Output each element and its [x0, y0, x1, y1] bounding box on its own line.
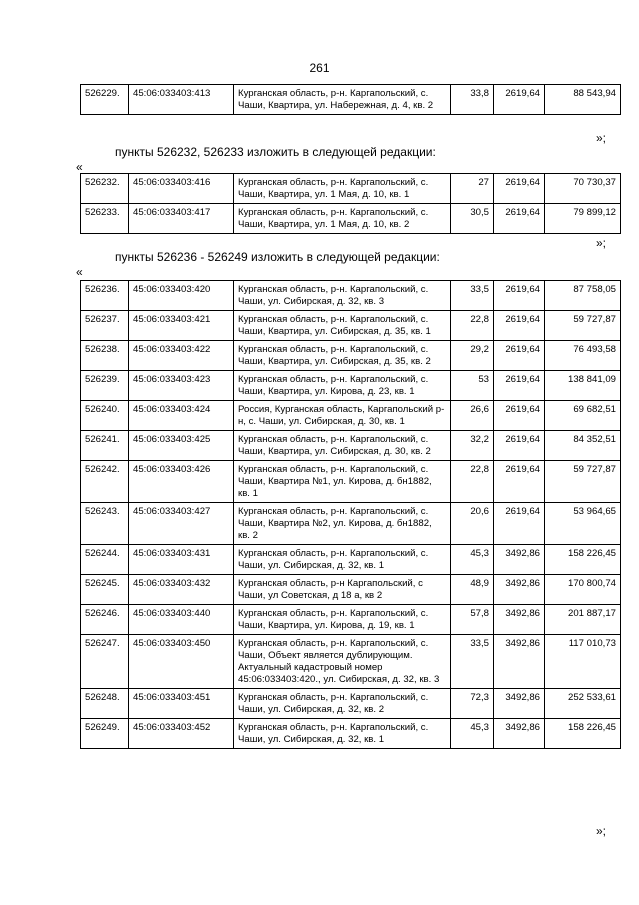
price-per-unit-cell: 2619,64 — [494, 174, 545, 204]
cadastral-number-cell: 45:06:033403:426 — [129, 461, 234, 503]
address-cell: Россия, Курганская область, Каргапольский р-н, с. Чаши, ул. Сибирская, д. 30, кв. 1 — [234, 401, 451, 431]
address-cell: Курганская область, р-н. Каргапольский, с. Чаши, Квартира №2, ул. Кирова, д. бн1882, кв. 2 — [234, 503, 451, 545]
row-number-cell: 526236. — [81, 281, 129, 311]
area-cell: 33,5 — [451, 635, 494, 689]
row-number-cell: 526237. — [81, 311, 129, 341]
area-cell: 48,9 — [451, 575, 494, 605]
table-row — [81, 431, 621, 461]
address-cell: Курганская область, р-н. Каргапольский, с. Чаши, ул. Сибирская, д. 32, кв. 3 — [234, 281, 451, 311]
registry-table — [80, 280, 621, 749]
address-cell: Курганская область, р-н. Каргапольский, с. Чаши, Квартира №1, ул. Кирова, д. бн1882, кв. 1 — [234, 461, 451, 503]
cadastral-number-cell: 45:06:033403:420 — [129, 281, 234, 311]
area-cell: 53 — [451, 371, 494, 401]
table-row — [81, 341, 621, 371]
cadastral-number-cell: 45:06:033403:427 — [129, 503, 234, 545]
cadastral-cost-cell: 59 727,87 — [545, 461, 621, 503]
address-cell: Курганская область, р-н. Каргапольский, с. Чаши, Объект является дублирующим. Актуальный кадастровый номер 45:06:033403:420., ул. Сибирская, д. 32, кв. 3 — [234, 635, 451, 689]
cadastral-number-cell: 45:06:033403:451 — [129, 689, 234, 719]
price-per-unit-cell: 3492,86 — [494, 719, 545, 749]
cadastral-number-cell: 45:06:033403:450 — [129, 635, 234, 689]
table-row — [81, 401, 621, 431]
row-number-cell: 526242. — [81, 461, 129, 503]
cadastral-cost-cell: 158 226,45 — [545, 719, 621, 749]
row-number-cell: 526233. — [81, 204, 129, 234]
row-number-cell: 526247. — [81, 635, 129, 689]
row-number-cell: 526232. — [81, 174, 129, 204]
row-number-cell: 526248. — [81, 689, 129, 719]
address-cell: Курганская область, р-н. Каргапольский, с. Чаши, Квартира, ул. Кирова, д. 19, кв. 1 — [234, 605, 451, 635]
address-cell: Курганская область, р-н. Каргапольский, с. Чаши, Квартира, ул. Сибирская, д. 35, кв. 2 — [234, 341, 451, 371]
cadastral-cost-cell: 87 758,05 — [545, 281, 621, 311]
cadastral-number-cell: 45:06:033403:423 — [129, 371, 234, 401]
cadastral-number-cell: 45:06:033403:424 — [129, 401, 234, 431]
table-row — [81, 311, 621, 341]
opening-quote: « — [76, 160, 83, 174]
cadastral-cost-cell: 158 226,45 — [545, 545, 621, 575]
cadastral-number-cell: 45:06:033403:422 — [129, 341, 234, 371]
price-per-unit-cell: 3492,86 — [494, 605, 545, 635]
cadastral-number-cell: 45:06:033403:413 — [129, 85, 234, 115]
price-per-unit-cell: 3492,86 — [494, 575, 545, 605]
area-cell: 30,5 — [451, 204, 494, 234]
cadastral-cost-cell: 117 010,73 — [545, 635, 621, 689]
row-number-cell: 526246. — [81, 605, 129, 635]
cadastral-number-cell: 45:06:033403:425 — [129, 431, 234, 461]
area-cell: 33,5 — [451, 281, 494, 311]
area-cell: 32,2 — [451, 431, 494, 461]
area-cell: 20,6 — [451, 503, 494, 545]
address-cell: Курганская область, р-н. Каргапольский, с. Чаши, ул. Сибирская, д. 32, кв. 1 — [234, 545, 451, 575]
registry-table — [80, 173, 621, 234]
cadastral-cost-cell: 252 533,61 — [545, 689, 621, 719]
table-row — [81, 545, 621, 575]
price-per-unit-cell: 2619,64 — [494, 311, 545, 341]
cadastral-cost-cell: 76 493,58 — [545, 341, 621, 371]
area-cell: 29,2 — [451, 341, 494, 371]
table-row — [81, 605, 621, 635]
page-number: 261 — [309, 61, 330, 75]
price-per-unit-cell: 2619,64 — [494, 204, 545, 234]
cadastral-number-cell: 45:06:033403:416 — [129, 174, 234, 204]
row-number-cell: 526243. — [81, 503, 129, 545]
row-number-cell: 526238. — [81, 341, 129, 371]
address-cell: Курганская область, р-н. Каргапольский, с. Чаши, ул. Сибирская, д. 32, кв. 1 — [234, 719, 451, 749]
area-cell: 26,6 — [451, 401, 494, 431]
address-cell: Курганская область, р-н. Каргапольский, с. Чаши, Квартира, ул. 1 Мая, д. 10, кв. 1 — [234, 174, 451, 204]
area-cell: 33,8 — [451, 85, 494, 115]
cadastral-number-cell: 45:06:033403:452 — [129, 719, 234, 749]
address-cell: Курганская область, р-н. Каргапольский, с. Чаши, Квартира, ул. Кирова, д. 23, кв. 1 — [234, 371, 451, 401]
cadastral-number-cell: 45:06:033403:440 — [129, 605, 234, 635]
cadastral-cost-cell: 88 543,94 — [545, 85, 621, 115]
price-per-unit-cell: 2619,64 — [494, 281, 545, 311]
opening-quote: « — [76, 265, 83, 279]
cadastral-cost-cell: 79 899,12 — [545, 204, 621, 234]
area-cell: 22,8 — [451, 311, 494, 341]
address-cell: Курганская область, р-н. Каргапольский, с. Чаши, Квартира, ул. Сибирская, д. 30, кв. 2 — [234, 431, 451, 461]
area-cell: 72,3 — [451, 689, 494, 719]
paragraph-amendment: пункты 526236 - 526249 изложить в следующей редакции: — [115, 250, 440, 264]
table-row — [81, 204, 621, 234]
paragraph-amendment: пункты 526232, 526233 изложить в следующей редакции: — [115, 145, 436, 159]
price-per-unit-cell: 2619,64 — [494, 401, 545, 431]
table-row — [81, 174, 621, 204]
cadastral-cost-cell: 201 887,17 — [545, 605, 621, 635]
cadastral-number-cell: 45:06:033403:432 — [129, 575, 234, 605]
registry-table — [80, 84, 621, 115]
table-row — [81, 281, 621, 311]
area-cell: 27 — [451, 174, 494, 204]
price-per-unit-cell: 2619,64 — [494, 371, 545, 401]
price-per-unit-cell: 2619,64 — [494, 431, 545, 461]
price-per-unit-cell: 3492,86 — [494, 635, 545, 689]
cadastral-number-cell: 45:06:033403:421 — [129, 311, 234, 341]
cadastral-cost-cell: 84 352,51 — [545, 431, 621, 461]
cadastral-cost-cell: 53 964,65 — [545, 503, 621, 545]
cadastral-cost-cell: 170 800,74 — [545, 575, 621, 605]
table-row — [81, 85, 621, 115]
price-per-unit-cell: 3492,86 — [494, 545, 545, 575]
cadastral-number-cell: 45:06:033403:431 — [129, 545, 234, 575]
row-number-cell: 526239. — [81, 371, 129, 401]
price-per-unit-cell: 2619,64 — [494, 85, 545, 115]
table-row — [81, 719, 621, 749]
address-cell: Курганская область, р-н. Каргапольский, с. Чаши, Квартира, ул. Сибирская, д. 35, кв. 1 — [234, 311, 451, 341]
cadastral-number-cell: 45:06:033403:417 — [129, 204, 234, 234]
cadastral-cost-cell: 69 682,51 — [545, 401, 621, 431]
price-per-unit-cell: 2619,64 — [494, 461, 545, 503]
row-number-cell: 526229. — [81, 85, 129, 115]
table-row — [81, 635, 621, 689]
table-row — [81, 575, 621, 605]
address-cell: Курганская область, р-н. Каргапольский, с. Чаши, Квартира, ул. Набережная, д. 4, кв. 2 — [234, 85, 451, 115]
cadastral-cost-cell: 138 841,09 — [545, 371, 621, 401]
row-number-cell: 526249. — [81, 719, 129, 749]
table-row — [81, 461, 621, 503]
address-cell: Курганская область, р-н Каргапольский, с Чаши, ул Советская, д 18 а, кв 2 — [234, 575, 451, 605]
area-cell: 57,8 — [451, 605, 494, 635]
area-cell: 22,8 — [451, 461, 494, 503]
area-cell: 45,3 — [451, 545, 494, 575]
table-row — [81, 689, 621, 719]
row-number-cell: 526245. — [81, 575, 129, 605]
address-cell: Курганская область, р-н. Каргапольский, с. Чаши, ул. Сибирская, д. 32, кв. 2 — [234, 689, 451, 719]
closing-quote: »; — [595, 236, 606, 250]
row-number-cell: 526240. — [81, 401, 129, 431]
cadastral-cost-cell: 59 727,87 — [545, 311, 621, 341]
price-per-unit-cell: 3492,86 — [494, 689, 545, 719]
table-row — [81, 371, 621, 401]
cadastral-cost-cell: 70 730,37 — [545, 174, 621, 204]
table-row — [81, 503, 621, 545]
area-cell: 45,3 — [451, 719, 494, 749]
closing-quote: »; — [595, 131, 606, 145]
row-number-cell: 526241. — [81, 431, 129, 461]
closing-quote: »; — [595, 824, 606, 838]
price-per-unit-cell: 2619,64 — [494, 341, 545, 371]
address-cell: Курганская область, р-н. Каргапольский, с. Чаши, Квартира, ул. 1 Мая, д. 10, кв. 2 — [234, 204, 451, 234]
price-per-unit-cell: 2619,64 — [494, 503, 545, 545]
row-number-cell: 526244. — [81, 545, 129, 575]
